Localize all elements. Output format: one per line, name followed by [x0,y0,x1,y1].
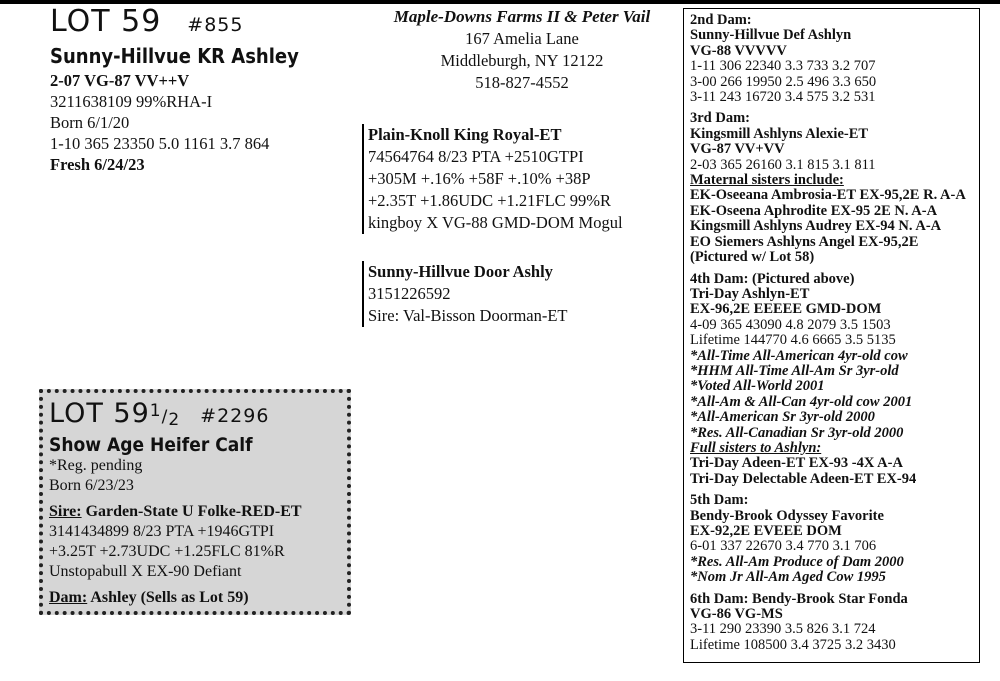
sire-line: 74564764 8/23 PTA +2510GTPI [368,147,584,166]
seller-address-2: Middleburgh, NY 12122 [440,51,604,70]
cow-name: Sunny-Hillvue KR Ashley [50,44,299,68]
sire-line: +305M +.16% +58F +.10% +38P [368,169,591,188]
calf-dam-label: Dam: [49,589,88,606]
dam3-sister: EO Siemers Ashlyns Angel EX-95,2E [690,233,919,250]
dam-name: Sunny-Hillvue Door Ashly [368,262,553,281]
lot-title-line [50,4,327,40]
dam4-sister: Tri-Day Delectable Adeen-ET EX-94 [690,470,917,487]
dam2-record: 3-00 266 19950 2.5 496 3.3 650 [690,73,877,90]
dam3-class: VG-87 VV+VV [690,141,785,158]
dam6-record: 3-11 290 23390 3.5 826 3.1 724 [690,621,876,638]
dam2-class: VG-88 VVVVV [690,42,787,59]
calf-sire-line: Unstopabull X EX-90 Defiant [49,563,242,580]
lot-number: #855 [187,14,244,36]
dam3-sister: EK-Oseeana Ambrosia-ET EX-95,2E R. A-A [690,187,966,204]
cow-registration: 3211638109 99%RHA-I [50,92,213,111]
seller-name: Maple-Downs Farms II & Peter Vail [393,7,651,26]
dam3-heading: 3rd Dam: [690,110,751,127]
calf-sire [49,502,302,522]
dam4-class: EX-96,2E EEEEE GMD-DOM [690,301,882,318]
calf-title-line [49,399,302,432]
cow-fresh: Fresh 6/24/23 [50,155,145,174]
dam4-name: Tri-Day Ashlyn-ET [690,285,810,302]
dam4-honor: *All-Am & All-Can 4yr-old cow 2001 [690,393,913,410]
dam2-name: Sunny-Hillvue Def Ashlyn [690,27,852,44]
seller-phone: 518-827-4552 [475,73,569,92]
calf-name: Show Age Heifer Calf [49,434,253,456]
dam4-honor: *All-Time All-American 4yr-old cow [690,347,908,364]
lot-title: LOT 59 [50,4,162,39]
calf-born: Born 6/23/23 [49,477,134,494]
calf-fraction-num: 1 [149,401,162,421]
calf-fraction-slash: / [161,407,169,427]
dam4-record: Lifetime 144770 4.6 6665 3.5 5135 [690,332,896,349]
calf-reg: *Reg. pending [49,457,143,474]
dam-line: 3151226592 [368,284,451,303]
dam6-class: VG-86 VG-MS [690,606,783,623]
lot-header [50,4,327,175]
calf-sire-line: 3141434899 8/23 PTA +1946GTPI [49,523,275,540]
dam6-heading: 6th Dam: Bendy-Brook Star Fonda [690,590,908,607]
dam3-record: 2-03 365 26160 3.1 815 3.1 811 [690,156,876,173]
dam5-record: 6-01 337 22670 3.4 770 3.1 706 [690,538,877,555]
dam4-sisters-heading: Full sisters to Ashlyn: [690,439,822,456]
dam2-record: 1-11 306 22340 3.3 733 3.2 707 [690,58,876,75]
seller-block [352,6,692,94]
dam4-honor: *Res. All-Canadian Sr 3yr-old 2000 [690,424,904,441]
dam2-record: 3-11 243 16720 3.4 575 3.2 531 [690,89,876,106]
dam4-honor: *HHM All-Time All-Am Sr 3yr-old [690,362,899,379]
dam2-heading: 2nd Dam: [690,12,752,28]
dam4-honor: *Voted All-World 2001 [690,378,825,395]
dam4-sister: Tri-Day Adeen-ET EX-93 -4X A-A [690,455,903,472]
calf-box [39,389,351,615]
dam5-honor: *Nom Jr All-Am Aged Cow 1995 [690,569,886,586]
calf-dam-text: Ashley (Sells as Lot 59) [87,589,249,606]
calf-sire-line: +3.25T +2.73UDC +1.25FLC 81%R [49,543,285,560]
dam5-honor: *Res. All-Am Produce of Dam 2000 [690,553,904,570]
calf-dam [49,588,302,608]
calf-content [49,399,302,608]
sire-line: kingboy X VG-88 GMD-DOM Mogul [368,213,623,232]
dam3-sister: Kingsmill Ashlyns Audrey EX-94 N. A-A [690,218,942,235]
dam6-record: Lifetime 108500 3.4 3725 3.2 3430 [690,636,896,653]
dam5-heading: 5th Dam: [690,492,749,509]
dam4-record: 4-09 365 43090 4.8 2079 3.5 1503 [690,316,891,333]
sire-line: +2.35T +1.86UDC +1.21FLC 99%R [368,191,612,210]
dam4-heading: 4th Dam: (Pictured above) [690,270,855,287]
calf-fraction-den: 2 [168,410,181,430]
dam3-sister: EK-Oseena Aphrodite EX-95 2E N. A-A [690,202,938,219]
sire-block [362,124,623,234]
pedigree-box [683,8,980,663]
calf-sire-name: Garden-State U Folke-RED-ET [81,503,302,520]
cow-record: 1-10 365 23350 5.0 1161 3.7 864 [50,134,270,153]
cow-born: Born 6/1/20 [50,113,130,132]
calf-title: LOT 59 [49,398,150,429]
calf-sire-label: Sire: [49,503,82,520]
dam3-name: Kingsmill Ashlyns Alexie-ET [690,125,869,142]
dam5-name: Bendy-Brook Odyssey Favorite [690,507,884,524]
dam-block [362,261,568,327]
calf-number: #2296 [200,405,270,427]
cow-classification: 2-07 VG-87 VV++V [50,71,190,90]
dam3-sister: (Pictured w/ Lot 58) [690,249,815,266]
dam4-honor: *All-American Sr 3yr-old 2000 [690,409,875,426]
dam-line: Sire: Val-Bisson Doorman-ET [368,306,568,325]
sire-name: Plain-Knoll King Royal-ET [368,125,562,144]
dam5-class: EX-92,2E EVEEE DOM [690,523,842,539]
seller-address-1: 167 Amelia Lane [465,29,579,48]
dam3-sisters-heading: Maternal sisters include: [690,172,844,189]
